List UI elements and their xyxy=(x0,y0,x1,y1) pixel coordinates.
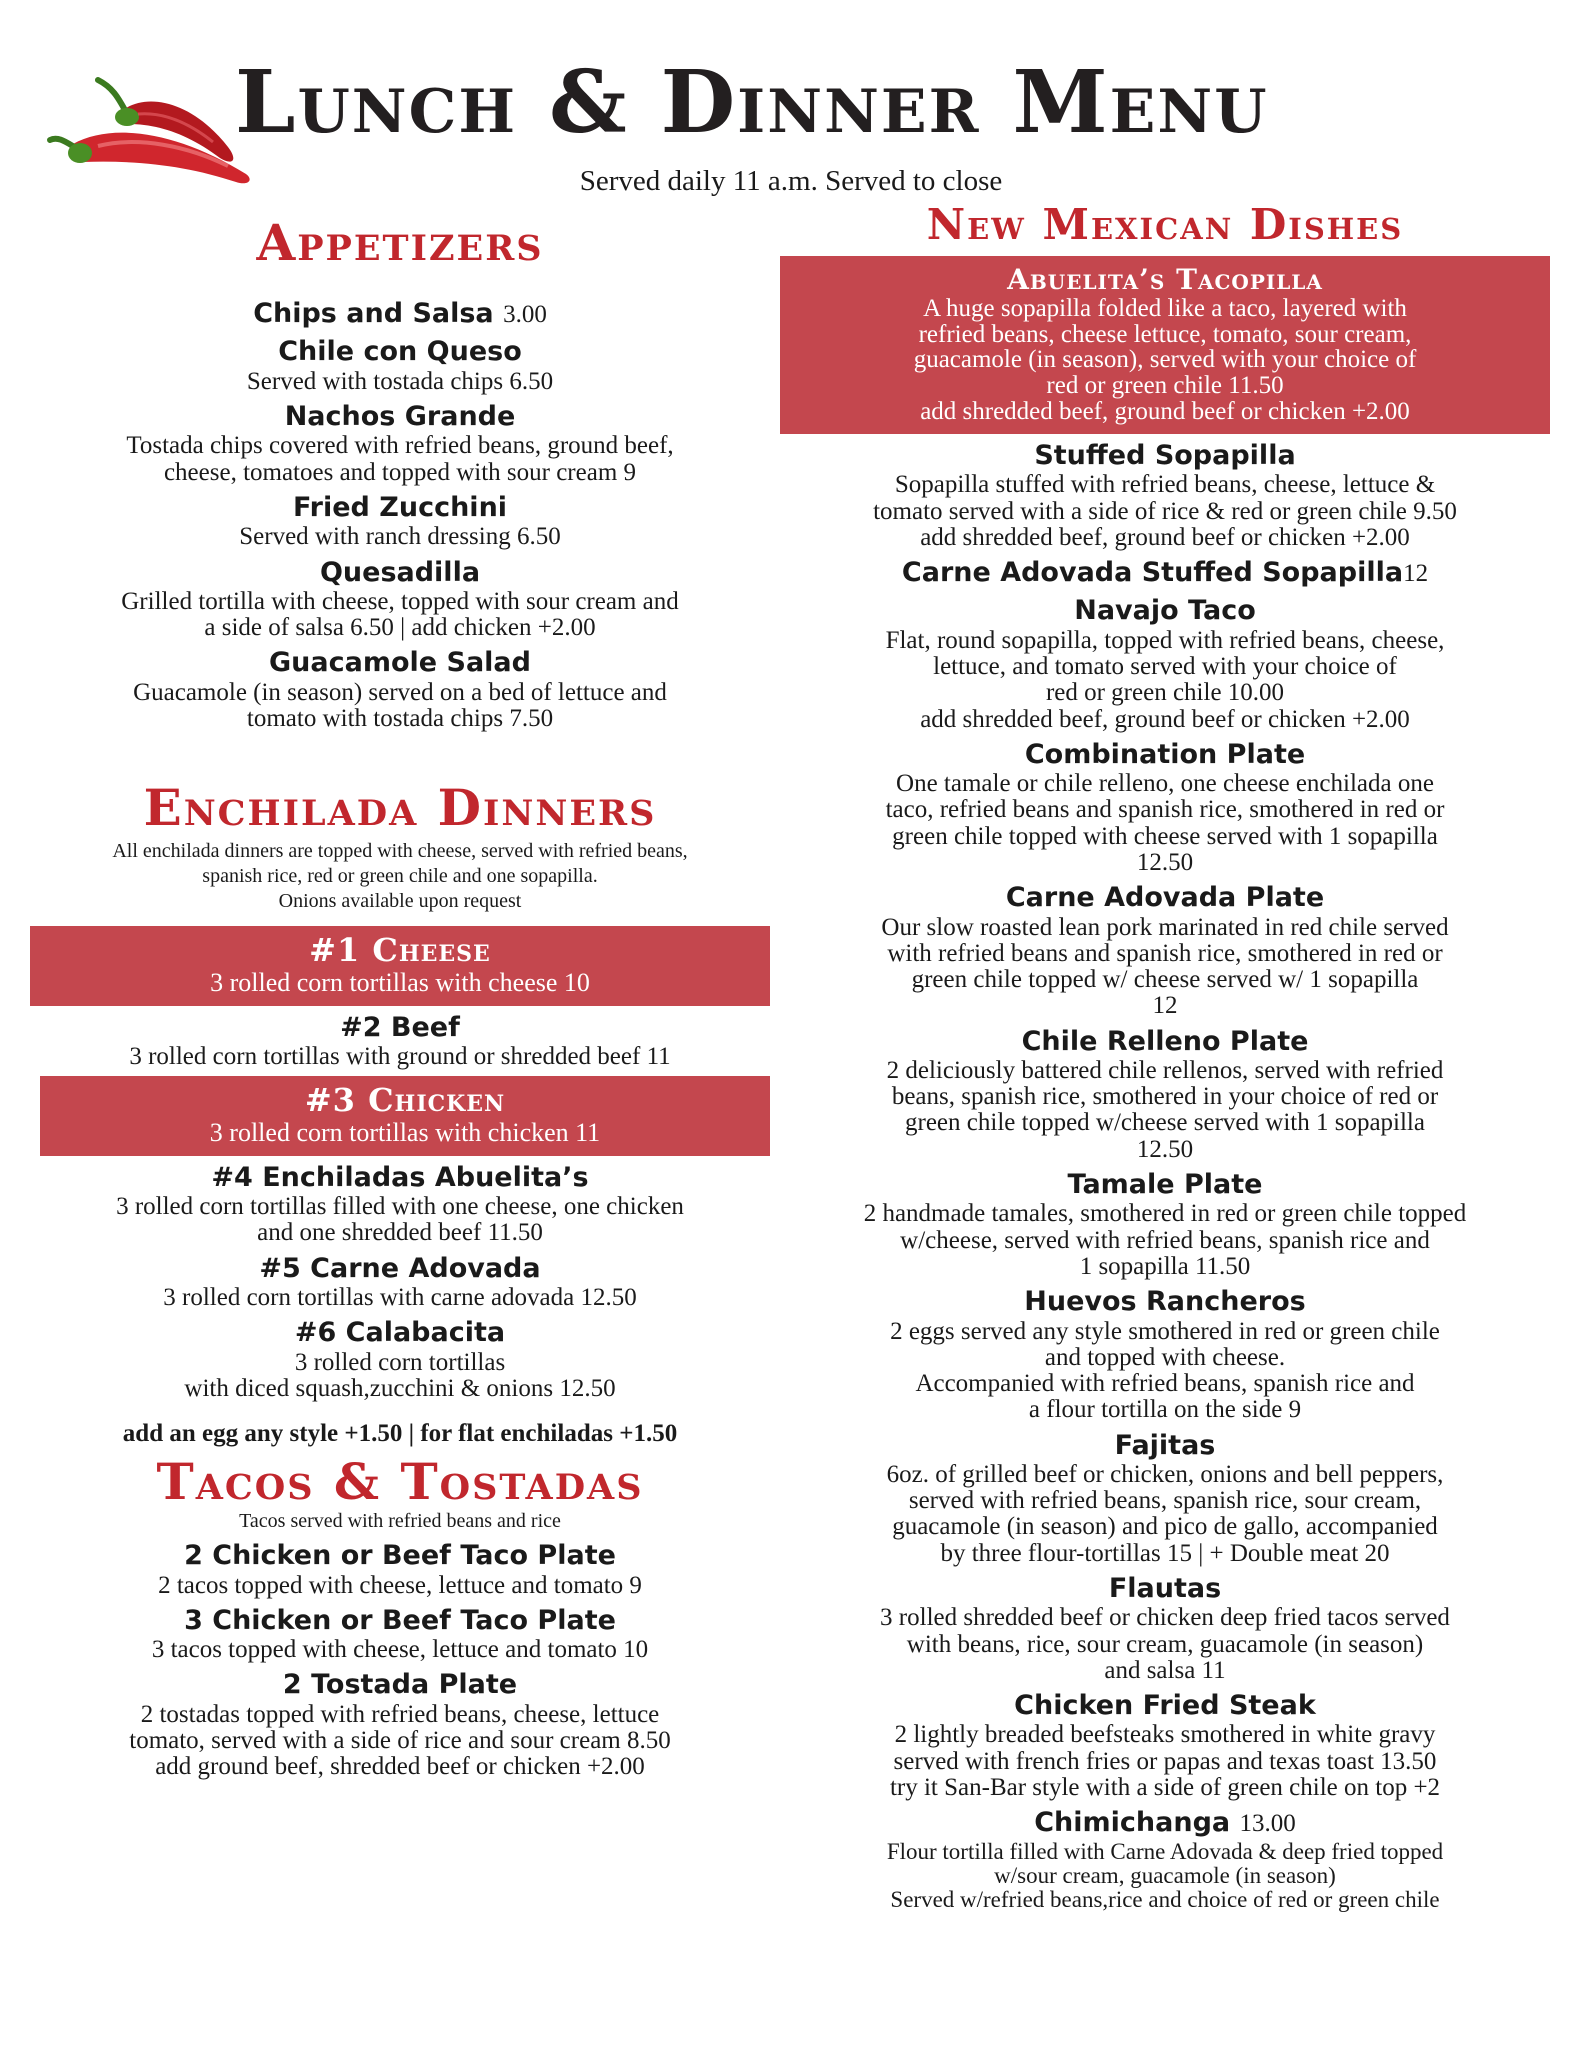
menu-header xyxy=(0,40,1582,197)
item-name: 3 Chicken or Beef Taco Plate xyxy=(184,1604,616,1636)
right-column xyxy=(780,200,1550,1912)
item-desc: Flat, round sopapilla, topped with refried beans, cheese, lettuce, and tomato served with your choice of red or green chile 10.00 add shredded beef, ground beef or chicken +2.00 xyxy=(885,626,1445,733)
dish-item xyxy=(780,440,1550,551)
dish-item xyxy=(780,1690,1550,1801)
appetizers-title: Appetizers xyxy=(256,213,544,272)
taco-item xyxy=(30,1540,770,1599)
item-name: Chips and Salsa xyxy=(253,298,494,329)
left-column xyxy=(30,215,770,1781)
item-desc: 3 rolled corn tortillas with carne adovada 12.50 xyxy=(163,1284,637,1312)
item-name: Carne Adovada Stuffed Sopapilla xyxy=(901,557,1404,589)
item-name: Combination Plate xyxy=(1024,738,1306,770)
item-name: 2 Chicken or Beef Taco Plate xyxy=(184,1540,616,1572)
enchilada-section xyxy=(30,780,770,1448)
appetizer-item xyxy=(30,401,770,486)
item-desc: 3 rolled corn tortillas with diced squash,zucchini & onions 12.50 xyxy=(184,1348,616,1402)
item-price: 3.00 xyxy=(503,301,547,328)
appetizer-item xyxy=(30,492,770,551)
dish-item xyxy=(780,557,1550,589)
item-desc: 3 rolled shredded beef or chicken deep fried tacos served with beans, rice, sour cream, guacamole (in season) and salsa 11 xyxy=(880,1604,1450,1684)
item-desc: 2 tacos topped with cheese, lettuce and tomato 9 xyxy=(158,1571,642,1599)
item-name: Nachos Grande xyxy=(284,401,516,433)
dish-item xyxy=(780,1286,1550,1423)
dish-item xyxy=(780,595,1550,732)
enchilada-title: Enchilada Dinners xyxy=(143,778,657,838)
dish-item xyxy=(780,1573,1550,1684)
item-desc: Guacamole (in season) served on a bed of lettuce and tomato with tostada chips 7.50 xyxy=(133,678,667,733)
dish-item xyxy=(780,882,1550,1019)
item-desc: Served with tostada chips 6.50 xyxy=(246,367,554,395)
item-desc: 2 tostadas topped with refried beans, cheese, lettuce tomato, served with a side of rice and sour cream 8.50 add ground beef, shredded beef or chicken +2.00 xyxy=(129,1700,671,1781)
item-name: Chile con Queso xyxy=(278,336,522,368)
item-name: Chimichanga xyxy=(1034,1807,1231,1839)
item-name: Flautas xyxy=(1108,1572,1222,1604)
item-desc: 2 handmade tamales, smothered in red or green chile topped w/cheese, served with refried beans, spanish rice and 1 sopapilla 11.50 xyxy=(863,1200,1467,1280)
featured-addon: add shredded beef, ground beef or chicken +2.00 xyxy=(920,398,1410,426)
item-name: Quesadilla xyxy=(319,556,481,588)
item-name: Stuffed Sopapilla xyxy=(1034,439,1296,471)
item-desc: 3 rolled corn tortillas with cheese 10 xyxy=(210,968,590,998)
taco-item xyxy=(30,1605,770,1664)
enchilada-item-highlight xyxy=(40,1076,770,1155)
menu-subtitle: Served daily 11 a.m. Served to close xyxy=(579,165,1003,197)
appetizer-item xyxy=(30,298,770,330)
item-name: #2 Beef xyxy=(340,1011,460,1043)
item-name: Guacamole Salad xyxy=(269,647,531,679)
tacos-note: Tacos served with refried beans and rice xyxy=(239,1510,561,1533)
item-name: Chicken Fried Steak xyxy=(1014,1690,1316,1722)
item-price: 13.00 xyxy=(1239,1810,1296,1838)
appetizers-section xyxy=(30,215,770,732)
enchilada-item xyxy=(30,1317,770,1402)
item-desc: 2 eggs served any style smothered in red or green chile and topped with cheese. Accompanied with refried beans, spanish rice and a flour tortilla on the side 9 xyxy=(890,1317,1440,1424)
featured-name: Abuelita’s Tacopilla xyxy=(1007,263,1323,297)
item-desc: Our slow roasted lean pork marinated in red chile served with refried beans and spanish rice, smothered in red or green chile topped w/ cheese served w/ 1 sopapilla 12 xyxy=(881,913,1449,1020)
taco-item xyxy=(30,1669,770,1780)
item-desc: 3 rolled corn tortillas filled with one cheese, one chicken and one shredded beef 11.50 xyxy=(116,1193,684,1247)
enchilada-item xyxy=(30,1162,770,1247)
new-mexican-title: New Mexican Dishes xyxy=(926,200,1404,249)
item-name: #6 Calabacita xyxy=(294,1317,506,1349)
item-name: Tamale Plate xyxy=(1067,1168,1263,1200)
item-desc: 3 rolled corn tortillas with chicken 11 xyxy=(209,1118,601,1148)
item-name: #5 Carne Adovada xyxy=(259,1252,541,1284)
item-name: #3 Chicken xyxy=(304,1081,506,1120)
item-name: Huevos Rancheros xyxy=(1024,1286,1306,1318)
tacos-title: Tacos & Tostadas xyxy=(156,1452,644,1512)
item-desc: 6oz. of grilled beef or chicken, onions and bell peppers, served with refried beans, spanish rice, sour cream, guacamole (in season) and pico de gallo, accompanied by three flour-tortillas 15 | + Double meat 20 xyxy=(886,1460,1444,1567)
item-name: Navajo Taco xyxy=(1074,595,1256,627)
enchilada-item xyxy=(30,1253,770,1312)
item-name: Fried Zucchini xyxy=(292,491,508,523)
dish-item xyxy=(780,1430,1550,1567)
appetizer-item xyxy=(30,557,770,642)
featured-desc: A huge sopapilla folded like a taco, layered with refried beans, cheese lettuce, tomato, sour cream, guacamole (in season), served with your choice of red or green chile 11.50 xyxy=(913,295,1417,399)
enchilada-item xyxy=(30,1012,770,1071)
featured-item xyxy=(780,256,1550,434)
enchilada-addons: add an egg any style +1.50 | for flat enchiladas +1.50 xyxy=(122,1420,678,1448)
item-desc: 2 deliciously battered chile rellenos, served with refried beans, spanish rice, smothered in your choice of red or green chile topped w/cheese served with 1 sopapilla 12.50 xyxy=(886,1056,1444,1163)
enchilada-item-highlight xyxy=(30,926,770,1005)
item-name: Carne Adovada Plate xyxy=(1005,882,1325,914)
item-name: Fajitas xyxy=(1114,1429,1216,1461)
item-desc: One tamale or chile relleno, one cheese enchilada one taco, refried beans and spanish rice, smothered in red or green chile topped with cheese served with 1 sopapilla 12.50 xyxy=(885,770,1445,876)
item-desc: Served with ranch dressing 6.50 xyxy=(239,523,561,551)
item-name: 2 Tostada Plate xyxy=(282,1669,518,1701)
item-desc: Sopapilla stuffed with refried beans, cheese, lettuce & tomato served with a side of rice & red or green chile 9.50 add shredded beef, ground beef or chicken +2.00 xyxy=(873,471,1457,551)
item-desc: 3 tacos topped with cheese, lettuce and tomato 10 xyxy=(151,1636,649,1664)
item-name: #1 Cheese xyxy=(309,931,491,970)
item-desc: 3 rolled corn tortillas with ground or shredded beef 11 xyxy=(129,1043,671,1071)
tacos-section xyxy=(30,1454,770,1780)
item-desc: 2 lightly breaded beefsteaks smothered in white gravy served with french fries or papas and texas toast 13.50 try it San-Bar style with a side of green chile on top +2 xyxy=(889,1721,1441,1801)
menu-title: Lunch & Dinner Menu xyxy=(235,52,1269,153)
dish-item xyxy=(780,1169,1550,1280)
dish-item xyxy=(780,1807,1550,1912)
item-desc: Tostada chips covered with refried beans, ground beef, cheese, tomatoes and topped with sour cream 9 xyxy=(126,432,674,486)
item-price: 12 xyxy=(1403,560,1429,588)
enchilada-note: All enchilada dinners are topped with cheese, served with refried beans, spanish rice, red or green chile and one sopapilla. Onions available upon request xyxy=(112,840,688,913)
dish-item xyxy=(780,739,1550,876)
item-desc: Grilled tortilla with cheese, topped with sour cream and a side of salsa 6.50 | add chicken +2.00 xyxy=(121,587,679,642)
appetizer-item xyxy=(30,336,770,395)
item-name: Chile Relleno Plate xyxy=(1021,1025,1309,1057)
item-desc: Flour tortilla filled with Carne Adovada & deep fried topped w/sour cream, guacamole (in season) Served w/refried beans,rice and choice of red or green chile xyxy=(886,1838,1444,1912)
appetizer-item xyxy=(30,647,770,732)
item-name: #4 Enchiladas Abuelita’s xyxy=(211,1161,589,1193)
dish-item xyxy=(780,1026,1550,1163)
